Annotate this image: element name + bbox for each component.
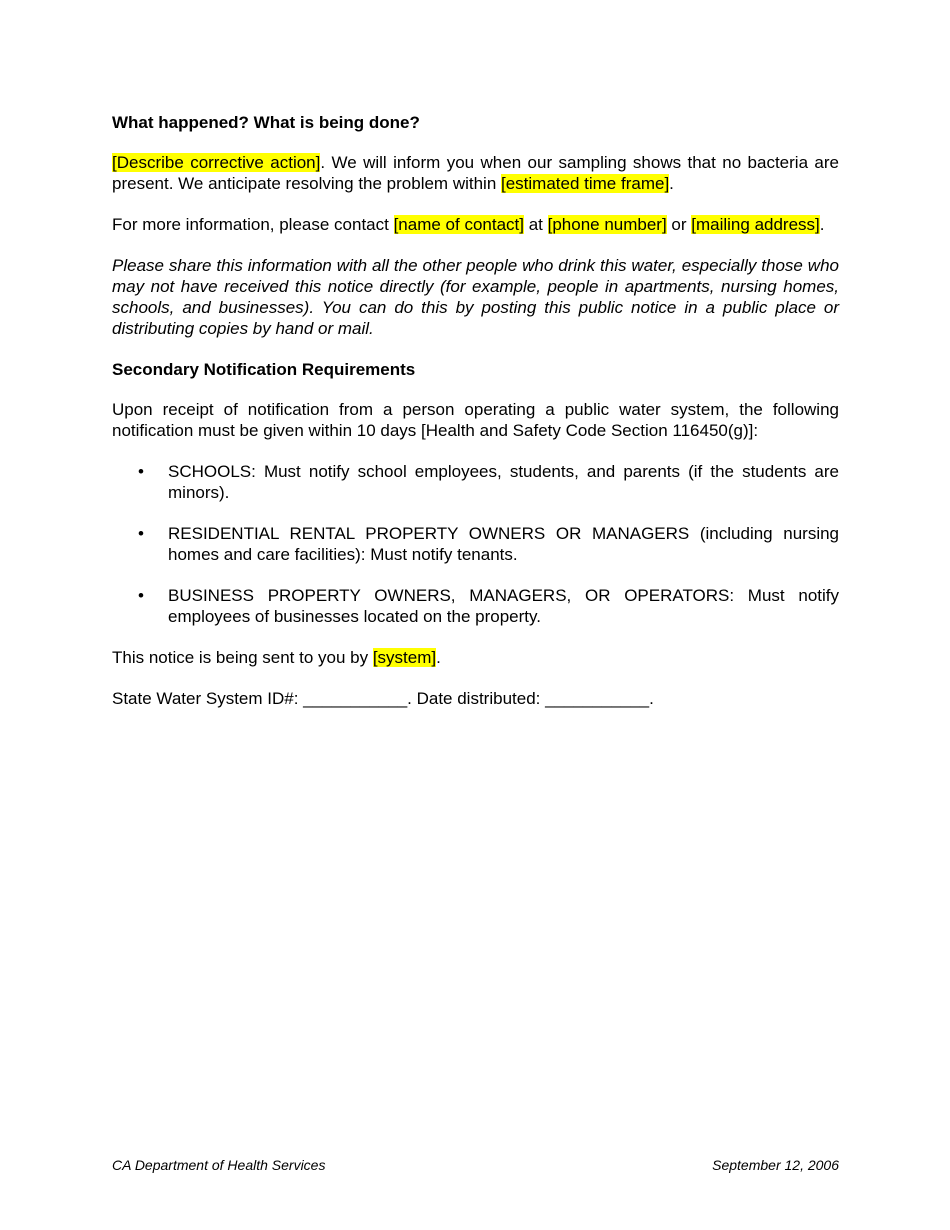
contact-text: For more information, please contact (112, 215, 394, 234)
document-page (112, 112, 839, 709)
placeholder-time-frame: [estimated time frame] (501, 174, 670, 193)
placeholder-mailing-address: [mailing address] (691, 215, 820, 234)
period: . (436, 648, 441, 667)
contact-at: at (523, 215, 548, 234)
list-item-text: SCHOOLS: Must notify school employees, students, and parents (if the students are minors). (168, 462, 839, 502)
contact-paragraph (112, 214, 839, 235)
period: . (819, 215, 825, 234)
system-id-date-line: State Water System ID#: ___________. Date distributed: ___________. (112, 689, 654, 708)
list-item (112, 585, 839, 627)
sent-by-text: This notice is being sent to you by (112, 648, 373, 667)
corrective-action-text: . We will inform you when our sampling shows that no bacteria are present. We anticipate resolving the problem within (112, 153, 839, 193)
secondary-notification-intro: Upon receipt of notification from a person operating a public water system, the following notification must be given within 10 days [Health and Safety Code Section 116450(g)]: (112, 400, 839, 440)
placeholder-contact-name: [name of contact] (393, 215, 524, 234)
bullet-icon: • (138, 462, 144, 481)
period: . (669, 174, 674, 193)
footer-department: CA Department of Health Services (112, 1157, 326, 1173)
list-item (112, 523, 839, 565)
list-item-text: RESIDENTIAL RENTAL PROPERTY OWNERS OR MANAGERS (including nursing homes and care facilities): Must notify tenants. (168, 524, 839, 564)
bullet-icon: • (138, 586, 144, 605)
section-heading-what-happened: What happened? What is being done? (112, 113, 420, 132)
footer-date: September 12, 2006 (712, 1157, 839, 1173)
placeholder-phone-number: [phone number] (547, 215, 667, 234)
notification-bullet-list (112, 461, 839, 627)
placeholder-system: [system] (372, 648, 437, 667)
sent-by-paragraph (112, 647, 839, 668)
list-item-text: BUSINESS PROPERTY OWNERS, MANAGERS, OR OPERATORS: Must notify employees of businesses located on the property. (168, 586, 839, 626)
section-heading-secondary-notification: Secondary Notification Requirements (112, 360, 416, 379)
list-item (112, 461, 839, 503)
share-information-paragraph: Please share this information with all the other people who drink this water, especially those who may not have received this notice directly (for example, people in apartments, nursing homes, schools, and businesses). You can do this by posting this public notice in a public place or distributing copies by hand or mail. (112, 256, 839, 338)
contact-or: or (666, 215, 692, 234)
corrective-action-paragraph (112, 152, 839, 194)
bullet-icon: • (138, 524, 144, 543)
placeholder-corrective-action: [Describe corrective action] (112, 153, 321, 172)
